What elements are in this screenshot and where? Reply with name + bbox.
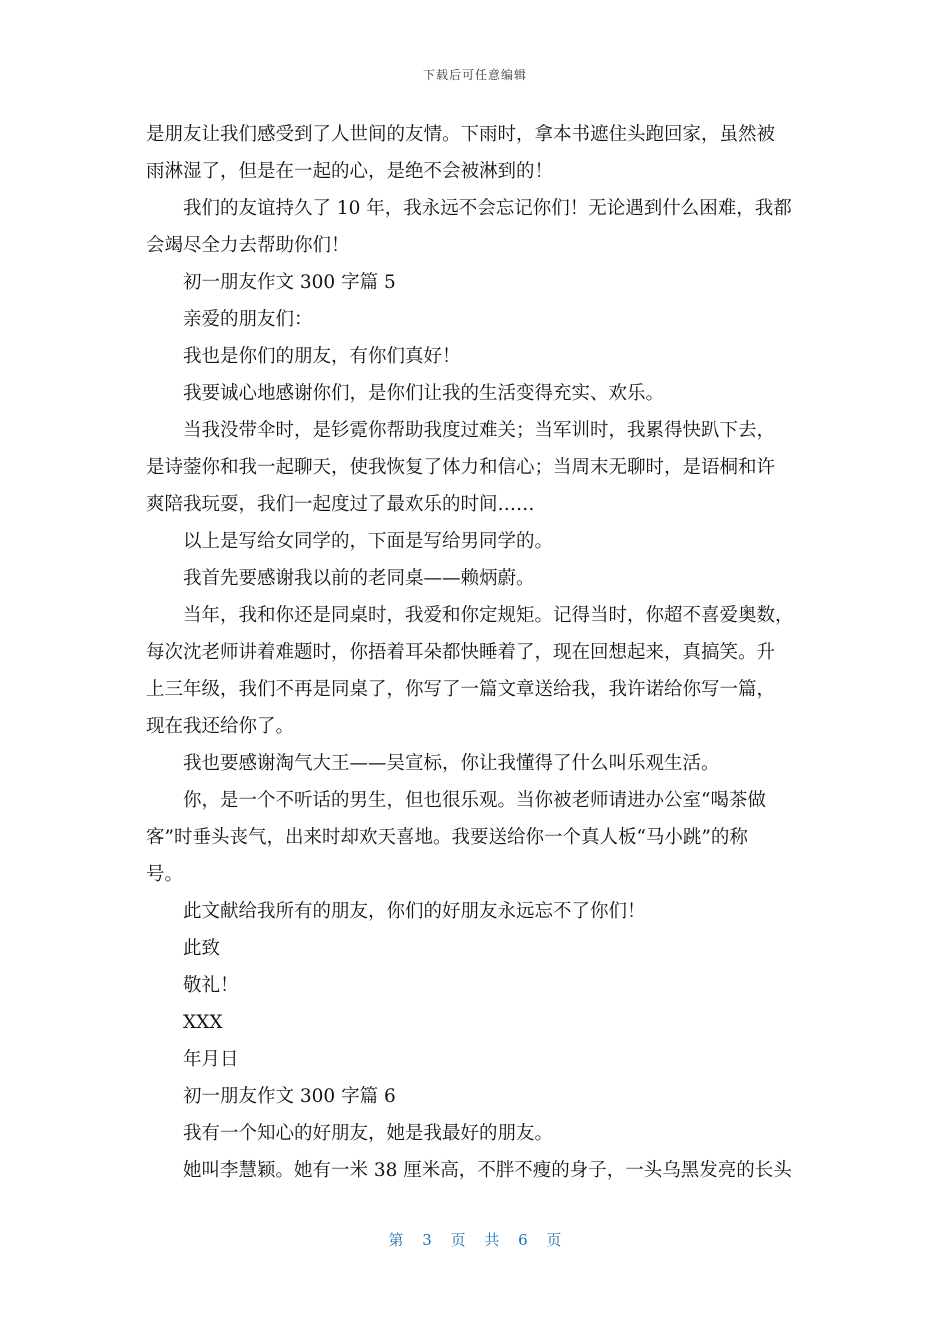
paragraph-line: 号。 (146, 864, 184, 885)
paragraph-line: 我也要感谢淘气大王——吴宣标，你让我懂得了什么叫乐观生活。 (183, 753, 720, 774)
paragraph-line: 亲爱的朋友们： (183, 309, 313, 330)
paragraph-line: 我要诚心地感谢你们，是你们让我的生活变得充实、欢乐。 (183, 383, 665, 404)
paragraph-line: 她叫李慧颖。她有一米 38 厘米高，不胖不瘦的身子，一头乌黑发亮的长头 (183, 1160, 792, 1181)
paragraph-line: 每次沈老师讲着难题时，你捂着耳朵都快睡着了，现在回想起来，真搞笑。升 (146, 642, 776, 663)
paragraph-line: 现在我还给你了。 (146, 716, 295, 737)
page-header-note: 下载后可任意编辑 (422, 68, 527, 82)
page-number-footer: 第 3 页 共 6 页 (388, 1231, 562, 1249)
paragraph-line: 此文献给我所有的朋友，你们的好朋友永远忘不了你们！ (183, 901, 646, 922)
paragraph-line: XXX (183, 1012, 223, 1033)
paragraph-line: 我也是你们的朋友，有你们真好！ (183, 346, 461, 367)
paragraph-line: 年月日 (183, 1049, 239, 1070)
paragraph-line: 当我没带伞时，是钐霓你帮助我度过难关；当军训时，我累得快趴下去， (183, 420, 776, 441)
paragraph-line: 初一朋友作文 300 字篇 6 (183, 1086, 396, 1107)
paragraph-line: 当年，我和你还是同桌时，我爱和你定规矩。记得当时，你超不喜爱奥数， (183, 605, 794, 626)
paragraph-line: 雨淋湿了，但是在一起的心，是绝不会被淋到的！ (146, 161, 554, 182)
paragraph-line: 是朋友让我们感受到了人世间的友情。下雨时，拿本书遮住头跑回家，虽然被 (146, 124, 776, 145)
paragraph-line: 我们的友谊持久了 10 年，我永远不会忘记你们！无论遇到什么困难，我都 (183, 198, 792, 219)
paragraph-line: 上三年级，我们不再是同桌了，你写了一篇文章送给我，我许诺给你写一篇， (146, 679, 776, 700)
paragraph-line: 爽陪我玩耍，我们一起度过了最欢乐的时间…… (146, 494, 535, 515)
paragraph-line: 客”时垂头丧气，出来时却欢天喜地。我要送给你一个真人板“马小跳”的称 (146, 827, 748, 848)
paragraph-line: 是诗蓥你和我一起聊天，使我恢复了体力和信心；当周末无聊时，是语桐和许 (146, 457, 776, 478)
paragraph-line: 会竭尽全力去帮助你们！ (146, 235, 350, 256)
paragraph-line: 你，是一个不听话的男生，但也很乐观。当你被老师请进办公室“喝茶做 (183, 790, 766, 811)
paragraph-line: 我首先要感谢我以前的老同桌——赖炳蔚。 (183, 568, 535, 589)
paragraph-line: 初一朋友作文 300 字篇 5 (183, 272, 396, 293)
document-body (146, 116, 810, 1189)
paragraph-line: 我有一个知心的好朋友，她是我最好的朋友。 (183, 1123, 554, 1144)
paragraph-line: 以上是写给女同学的，下面是写给男同学的。 (183, 531, 554, 552)
paragraph-line: 此致 (183, 938, 221, 959)
paragraph-line: 敬礼！ (183, 975, 239, 996)
